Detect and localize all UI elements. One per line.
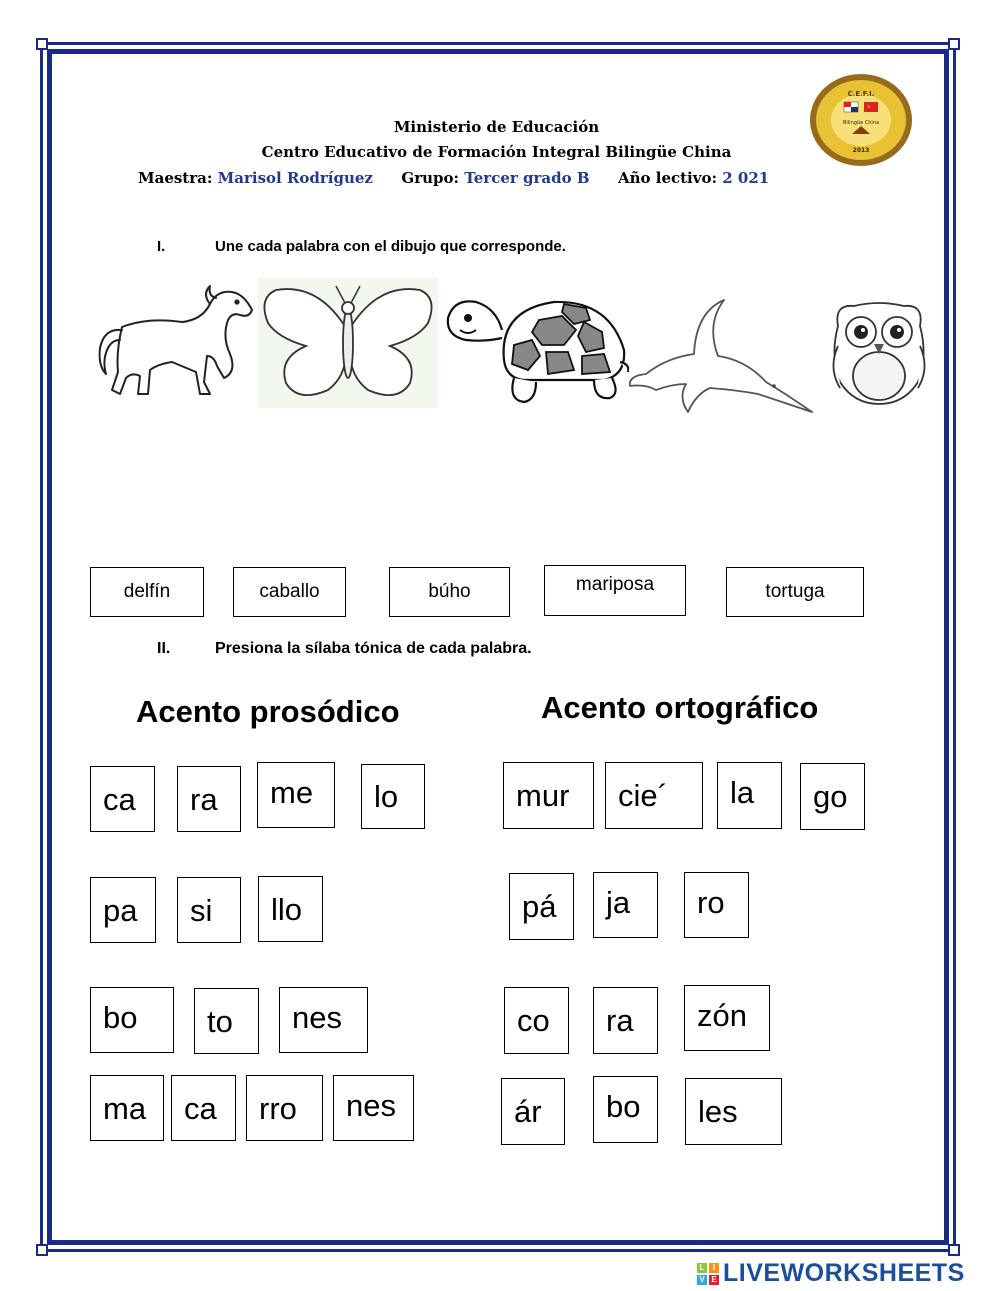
syllable-box[interactable]: ár	[501, 1078, 565, 1145]
logo-top-text: C.E.F.I.	[847, 90, 875, 98]
word-box-tortuga[interactable]: tortuga	[726, 567, 864, 617]
cube-letter: E	[709, 1275, 719, 1285]
border-corner	[36, 1244, 48, 1256]
word-box-delfin[interactable]: delfín	[90, 567, 204, 617]
svg-text:★: ★	[867, 104, 871, 109]
dolphin-image[interactable]	[626, 294, 814, 416]
butterfly-image[interactable]	[258, 278, 438, 408]
owl-image[interactable]	[824, 296, 934, 408]
cube-letter: I	[709, 1263, 719, 1273]
border-corner	[948, 1244, 960, 1256]
syllable-box[interactable]: to	[194, 988, 259, 1054]
syllable-box[interactable]: zón	[684, 985, 770, 1051]
prosodic-title: Acento prosódico	[136, 694, 400, 729]
syllable-box[interactable]: ma	[90, 1075, 164, 1141]
border-corner	[948, 38, 960, 50]
border-corner	[36, 38, 48, 50]
syllable-box[interactable]: si	[177, 877, 241, 943]
word-box-caballo[interactable]: caballo	[233, 567, 346, 617]
orthographic-title: Acento ortográfico	[541, 690, 819, 725]
word-box-mariposa[interactable]: mariposa	[544, 565, 686, 616]
logo-year: 2013	[852, 147, 870, 154]
syllable-box[interactable]: llo	[258, 876, 323, 942]
teacher-name: Marisol Rodríguez	[217, 169, 373, 187]
syllable-box[interactable]: rro	[246, 1075, 323, 1141]
cube-letter: L	[697, 1263, 707, 1273]
syllable-box[interactable]: la	[717, 762, 782, 829]
school-logo	[808, 72, 914, 168]
syllable-box[interactable]: me	[257, 762, 335, 828]
liveworksheets-logo[interactable]	[697, 1259, 965, 1288]
year-value: 2 021	[722, 169, 770, 187]
syllable-box[interactable]: les	[685, 1078, 782, 1145]
syllable-box[interactable]: ra	[593, 987, 658, 1054]
syllable-box[interactable]: bo	[593, 1076, 658, 1143]
teacher-label: Maestra:	[138, 169, 213, 187]
year-label: Año lectivo:	[617, 169, 718, 187]
syllable-box[interactable]: lo	[361, 764, 425, 829]
section2-number: II.	[157, 640, 171, 657]
syllable-box[interactable]: bo	[90, 987, 174, 1053]
ministry-title: Ministerio de Educación	[393, 118, 600, 136]
cube-icon	[697, 1263, 719, 1285]
syllable-box[interactable]: ja	[593, 872, 658, 938]
group-label: Grupo:	[401, 169, 460, 187]
turtle-image[interactable]	[444, 290, 629, 408]
brand-name: LIVEWORKSHEETS	[723, 1259, 965, 1287]
group-value: Tercer grado B	[464, 169, 590, 187]
syllable-box[interactable]: nes	[333, 1075, 414, 1141]
syllable-box[interactable]: ro	[684, 872, 749, 938]
header-info-line	[138, 169, 769, 187]
syllable-box[interactable]: go	[800, 763, 865, 830]
horse-image[interactable]	[92, 282, 257, 407]
section1-instruction: Une cada palabra con el dibujo que corresponde.	[215, 238, 566, 255]
syllable-box[interactable]: cie´	[605, 762, 703, 829]
syllable-box[interactable]: pá	[509, 873, 574, 940]
section1-number: I.	[157, 238, 166, 255]
syllable-box[interactable]: ca	[90, 766, 155, 832]
cube-letter: V	[697, 1275, 707, 1285]
logo-middle-text: Bilingüe China	[842, 120, 880, 126]
syllable-box[interactable]: nes	[279, 987, 368, 1053]
section2-instruction: Presiona la sílaba tónica de cada palabra.	[215, 640, 532, 657]
center-title: Centro Educativo de Formación Integral Bilingüe China	[261, 143, 732, 161]
syllable-box[interactable]: ra	[177, 766, 241, 832]
syllable-box[interactable]: pa	[90, 877, 156, 943]
syllable-box[interactable]: ca	[171, 1075, 236, 1141]
word-box-buho[interactable]: búho	[389, 567, 510, 617]
syllable-box[interactable]: mur	[503, 762, 594, 829]
syllable-box[interactable]: co	[504, 987, 569, 1054]
